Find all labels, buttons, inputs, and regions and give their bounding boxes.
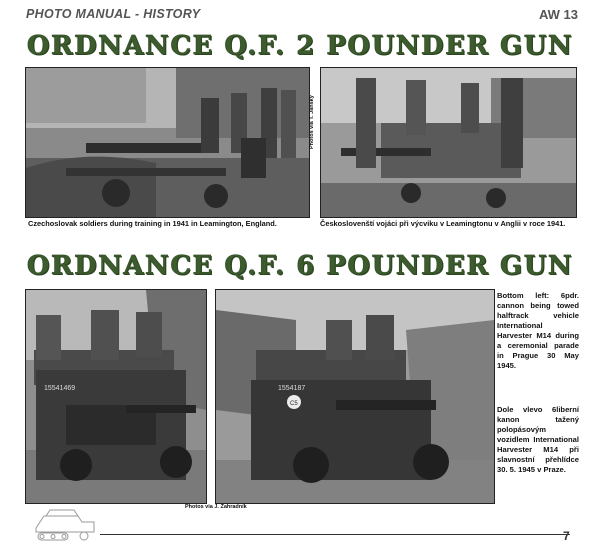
photo-parade-left — [25, 289, 207, 504]
title-2-pounder: ORDNANCE Q.F. 2 POUNDER GUN — [26, 31, 574, 61]
photo-training-right-image — [321, 68, 576, 217]
photo-training-left-image — [26, 68, 309, 217]
halftrack-logo-icon — [30, 506, 100, 544]
vehicle-badge-right: C5 — [290, 401, 298, 407]
photo-training-left — [25, 67, 310, 218]
page-code: AW 13 — [538, 7, 578, 22]
section-label: PHOTO MANUAL - HISTORY — [26, 7, 201, 21]
footer-rule — [100, 534, 570, 535]
credit-top-photos: Photos via T. Jánský — [309, 95, 315, 149]
caption-side-cz: Dole vlevo 6liberní kanon tažený polopásovým vozidlem International Harvester M14 při slavnostní přehlídce 30. 5. 1945 v Praze. — [497, 405, 579, 474]
vehicle-number-left: 15541469 — [44, 385, 76, 392]
title-6-pounder: ORDNANCE Q.F. 6 POUNDER GUN — [26, 251, 574, 281]
page-number: 7 — [563, 529, 570, 543]
vehicle-number-right: 1554187 — [278, 385, 306, 392]
credit-bottom-photos: Photos via J. Zahradník — [185, 504, 247, 510]
caption-top-right: Českoslovenští vojáci při výcviku v Leamingtonu v Anglii v roce 1941. — [320, 219, 566, 228]
photo-parade-right — [215, 289, 495, 504]
photo-training-right — [320, 67, 577, 218]
photo-parade-right-image — [216, 290, 494, 503]
caption-top-left: Czechoslovak soldiers during training in 1941 in Leamington, England. — [28, 219, 277, 228]
photo-parade-left-image — [26, 290, 206, 503]
caption-side-en: Bottom left: 6pdr. cannon being towed halftrack vehicle International Harvester M14 during a ceremonial parade in Prague 30 May 1945. — [497, 291, 579, 370]
